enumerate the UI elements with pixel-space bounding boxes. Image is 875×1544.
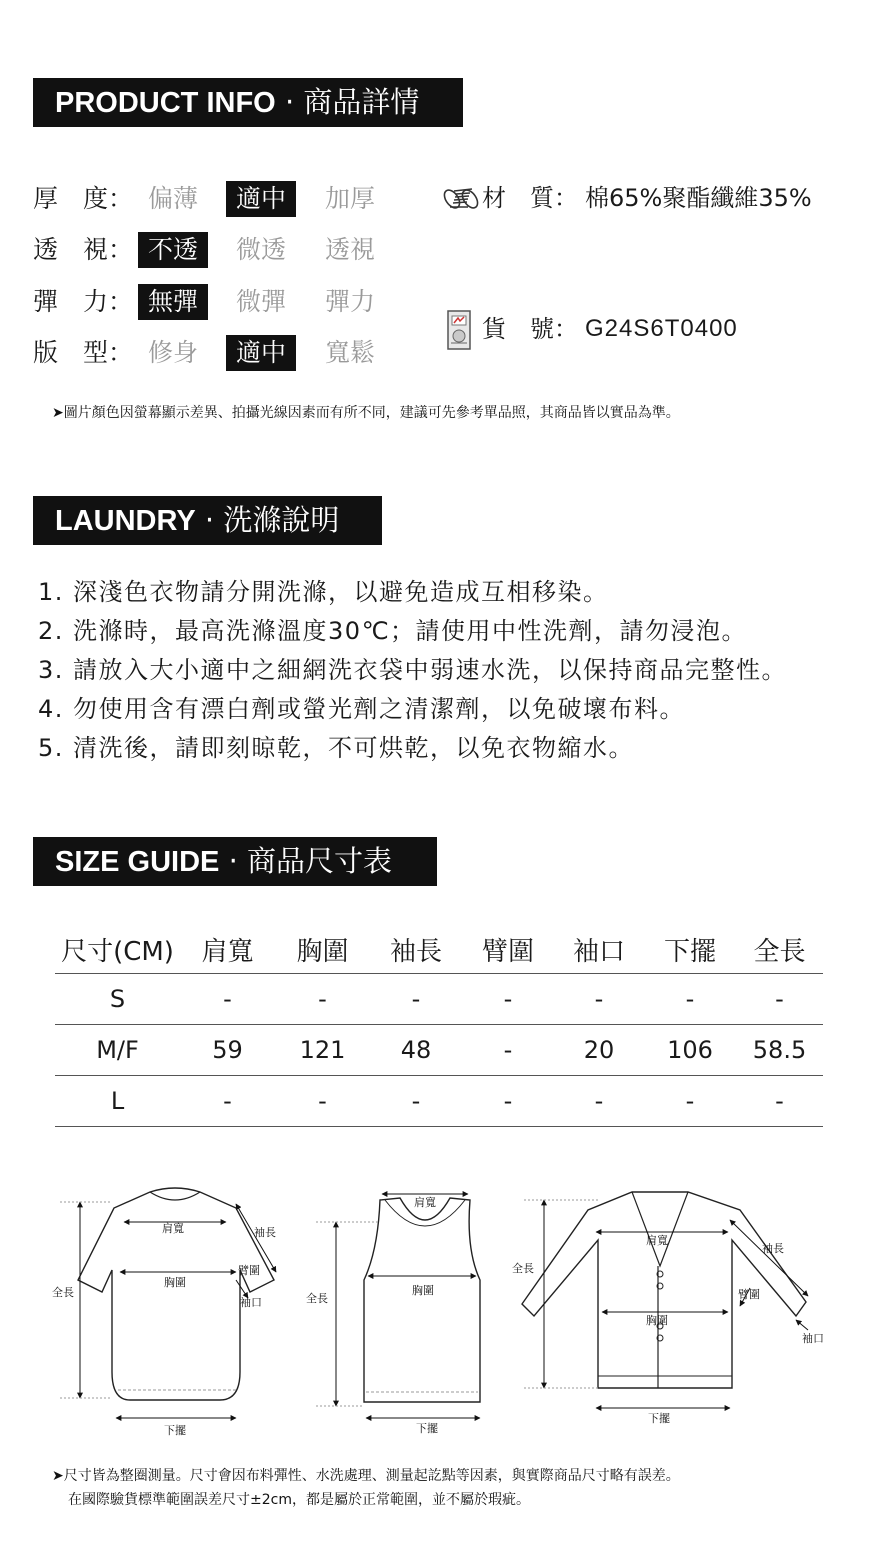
size-disclaimer-line2: 在國際驗貨標準範圍誤差尺寸±2cm，都是屬於正常範圍，並不屬於瑕疵。 bbox=[68, 1492, 530, 1508]
size-value-cell: - bbox=[736, 1076, 823, 1127]
section-title-sep: · bbox=[228, 844, 238, 878]
hem-label: 下擺 bbox=[164, 1424, 186, 1437]
size-column-header: 尺寸(CM) bbox=[55, 925, 180, 974]
shoulder-label: 肩寬 bbox=[646, 1234, 668, 1247]
attribute-option: 微透 bbox=[235, 235, 286, 264]
size-value-cell: 106 bbox=[644, 1025, 736, 1076]
sleeve-label: 袖長 bbox=[254, 1226, 276, 1239]
attribute-option: 微彈 bbox=[235, 287, 286, 316]
size-value-cell: - bbox=[462, 974, 554, 1025]
section-title-zh: 商品詳情 bbox=[303, 85, 420, 119]
attribute-row bbox=[33, 179, 393, 219]
size-column-header: 全長 bbox=[736, 925, 823, 974]
attribute-row bbox=[33, 230, 393, 270]
attribute-option: 彈力 bbox=[324, 287, 375, 316]
thread-spool-icon bbox=[442, 183, 480, 215]
attribute-row bbox=[33, 333, 393, 373]
tank-top-diagram bbox=[306, 1194, 480, 1435]
size-column-header: 袖長 bbox=[370, 925, 462, 974]
laundry-instruction: 1. 深淺色衣物請分開洗滌，以避免造成互相移染。 bbox=[38, 578, 609, 606]
attribute-option-selected: 適中 bbox=[226, 181, 296, 217]
sku-label: 貨 號： bbox=[482, 315, 578, 343]
laundry-instruction: 3. 請放入大小適中之細網洗衣袋中弱速水洗，以保持商品完整性。 bbox=[38, 656, 788, 684]
color-disclaimer: ➤圖片顏色因螢幕顯示差異、拍攝光線因素而有所不同，建議可先參考單品照，其商品皆以實品為準。 bbox=[52, 405, 680, 421]
attribute-row bbox=[33, 282, 393, 322]
section-title-zh: 商品尺寸表 bbox=[247, 844, 393, 878]
size-value-cell: - bbox=[370, 1076, 462, 1127]
length-label: 全長 bbox=[52, 1286, 74, 1299]
size-label-cell: L bbox=[55, 1076, 180, 1127]
section-title-en: LAUNDRY bbox=[55, 505, 196, 537]
attribute-option: 偏薄 bbox=[147, 184, 198, 213]
section-title-zh: 洗滌說明 bbox=[223, 503, 340, 537]
chest-label: 胸圍 bbox=[412, 1284, 434, 1297]
cardigan-diagram bbox=[512, 1192, 824, 1425]
attribute-option: 透視 bbox=[324, 235, 375, 264]
attribute-option-selected: 無彈 bbox=[138, 284, 208, 320]
attribute-option: 修身 bbox=[147, 338, 198, 367]
size-value-cell: 59 bbox=[180, 1025, 275, 1076]
size-column-header: 袖口 bbox=[554, 925, 644, 974]
size-value-cell: - bbox=[554, 1076, 644, 1127]
hem-label: 下擺 bbox=[648, 1412, 670, 1425]
size-value-cell: 20 bbox=[554, 1025, 644, 1076]
arm-label: 臂圍 bbox=[238, 1264, 260, 1277]
size-value-cell: 58.5 bbox=[736, 1025, 823, 1076]
attribute-label: 透 視： bbox=[33, 235, 134, 264]
product-info-header bbox=[33, 78, 463, 127]
size-value-cell: - bbox=[370, 974, 462, 1025]
size-label-cell: M/F bbox=[55, 1025, 180, 1076]
tag-icon bbox=[446, 309, 472, 351]
size-guide-header bbox=[33, 837, 437, 886]
size-value-cell: - bbox=[644, 974, 736, 1025]
size-value-cell: - bbox=[275, 1076, 370, 1127]
shoulder-label: 肩寬 bbox=[162, 1222, 184, 1235]
size-value-cell: - bbox=[275, 974, 370, 1025]
size-column-header: 肩寬 bbox=[180, 925, 275, 974]
measurement-diagrams bbox=[40, 1180, 840, 1440]
table-row bbox=[55, 974, 823, 1025]
size-value-cell: - bbox=[736, 974, 823, 1025]
size-column-header: 下擺 bbox=[644, 925, 736, 974]
attribute-option: 寬鬆 bbox=[324, 338, 375, 367]
size-table bbox=[55, 925, 823, 1127]
size-value-cell: - bbox=[462, 1025, 554, 1076]
chest-label: 胸圍 bbox=[646, 1314, 668, 1327]
size-value-cell: - bbox=[180, 974, 275, 1025]
length-label: 全長 bbox=[512, 1262, 534, 1275]
cuff-label: 袖口 bbox=[240, 1296, 262, 1309]
laundry-instruction: 4. 勿使用含有漂白劑或螢光劑之清潔劑，以免破壞布料。 bbox=[38, 695, 686, 723]
attribute-option-selected: 不透 bbox=[138, 232, 208, 268]
table-row bbox=[55, 1025, 823, 1076]
cuff-label: 袖口 bbox=[802, 1332, 824, 1345]
arm-label: 臂圍 bbox=[738, 1288, 760, 1301]
size-value-cell: - bbox=[180, 1076, 275, 1127]
size-label-cell: S bbox=[55, 974, 180, 1025]
size-value-cell: - bbox=[644, 1076, 736, 1127]
size-value-cell: - bbox=[554, 974, 644, 1025]
size-disclaimer-line1: ➤尺寸皆為整圈測量。尺寸會因布料彈性、水洗處理、測量起訖點等因素，與實際商品尺寸略有誤差。 bbox=[52, 1468, 680, 1484]
tshirt-diagram bbox=[52, 1188, 276, 1437]
size-table-body bbox=[55, 974, 823, 1127]
size-value-cell: 121 bbox=[275, 1025, 370, 1076]
sku-value: G24S6T0400 bbox=[585, 315, 738, 342]
shoulder-label: 肩寬 bbox=[414, 1196, 436, 1209]
laundry-header bbox=[33, 496, 382, 545]
attribute-option: 加厚 bbox=[324, 184, 375, 213]
table-row bbox=[55, 1076, 823, 1127]
size-table-header-row bbox=[55, 925, 823, 974]
length-label: 全長 bbox=[306, 1292, 328, 1305]
section-title-en: PRODUCT INFO bbox=[55, 87, 276, 119]
material-label: 材 質： bbox=[482, 184, 578, 212]
section-title-sep: · bbox=[284, 85, 295, 119]
material-value: 棉65%聚酯纖維35% bbox=[585, 184, 812, 212]
size-value-cell: - bbox=[462, 1076, 554, 1127]
size-value-cell: 48 bbox=[370, 1025, 462, 1076]
chest-label: 胸圍 bbox=[164, 1276, 186, 1289]
size-column-header: 臂圍 bbox=[462, 925, 554, 974]
attribute-label: 彈 力： bbox=[33, 287, 134, 316]
section-title-sep: · bbox=[204, 503, 215, 537]
attribute-label: 厚 度： bbox=[33, 184, 134, 213]
attribute-label: 版 型： bbox=[33, 338, 134, 367]
attribute-option-selected: 適中 bbox=[226, 335, 296, 371]
hem-label: 下擺 bbox=[416, 1422, 438, 1435]
sleeve-label: 袖長 bbox=[762, 1242, 784, 1255]
section-title-en: SIZE GUIDE bbox=[55, 846, 220, 878]
size-column-header: 胸圍 bbox=[275, 925, 370, 974]
laundry-instruction: 2. 洗滌時，最高洗滌溫度30℃；請使用中性洗劑，請勿浸泡。 bbox=[38, 617, 748, 645]
laundry-instruction: 5. 清洗後，請即刻晾乾，不可烘乾，以免衣物縮水。 bbox=[38, 734, 635, 762]
